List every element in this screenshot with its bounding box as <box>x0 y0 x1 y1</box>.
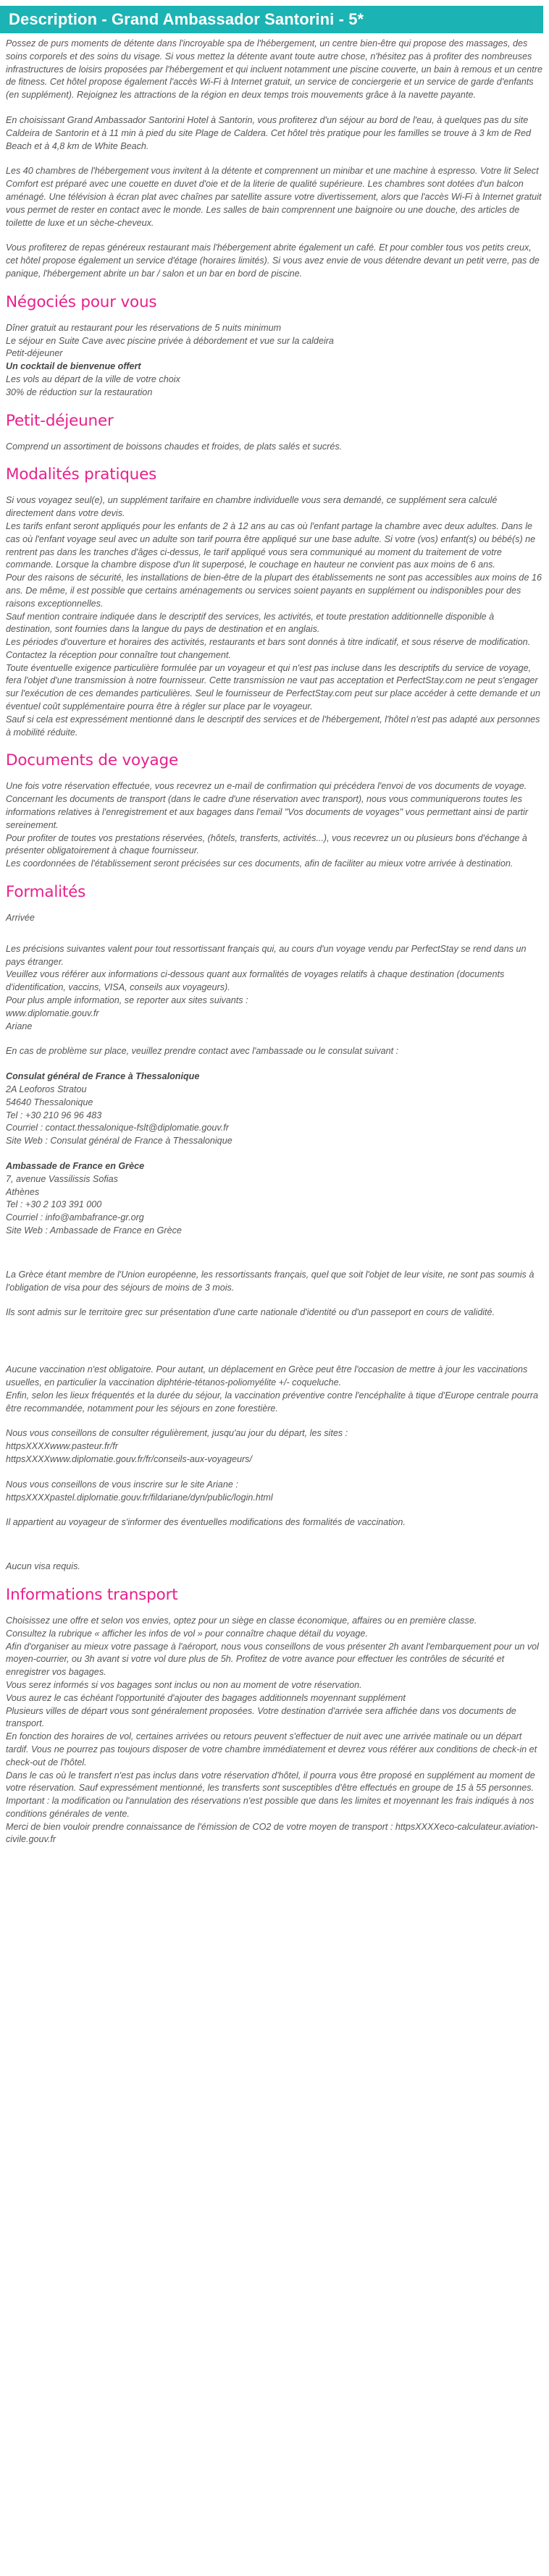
ariane-intro: Nous vous conseillons de vous inscrire sur le site Ariane : <box>6 1479 238 1490</box>
visa-text: Aucun visa requis. <box>6 1561 80 1572</box>
informer-text: Il appartient au voyageur de s'informer des éventuelles modifications des formalités de vaccination. <box>6 1517 406 1528</box>
ambassade-line: Athènes <box>6 1186 40 1197</box>
petit-dejeuner-section <box>6 412 543 454</box>
description-paragraph: Les 40 chambres de l'hébergement vous invitent à la détente et comprennent un minibar et une machine à espresso. Votre lit Select Comfort est préparé avec une couette en duvet d'oie et de la literie de qualité supérieure. Les chambres sont dotées d'un balcon aménagé. Une télévision à écran plat avec chaînes par satellite assure votre divertissement, alors que l'accès Wi-Fi à Internet gratuit vous permet de rester en contact avec le monde. Les salles de bain comprennent une baignoire ou une douche, des articles de toilette de luxe et un sèche-cheveux. <box>6 166 542 228</box>
description-section <box>6 38 543 281</box>
negocies-item: Dîner gratuit au restaurant pour les réservations de 5 nuits minimum <box>6 322 282 333</box>
transport-paragraph: Vous aurez le cas échéant l'opportunité d'ajouter des bagages additionnels moyennant supplément <box>6 1692 406 1703</box>
description-paragraph: Possez de purs moments de détente dans l'incroyable spa de l'hébergement, un centre bien-être qui propose des massages, des soins corporels et des soins du visage. Si vous mettez la détente avant toute autre chose, n'hésitez pas à profiter des nombreuses infrastructures de loisirs proposées par l'hébergement et qui incluent notamment une piscine couverte, un bain à remous et un centre de fitness. Cet hôtel propose également l'accès Wi-Fi à Internet gratuit, un service de conciergerie et un service de garde d'enfants (en supplément). Rejoignez les attractions de la région en deux temps trois mouvements grâce à la navette payante. <box>6 38 542 101</box>
page-title: Description - Grand Ambassador Santorini - 5* <box>0 6 543 33</box>
ambassade-name: Ambassade de France en Grèce <box>6 1161 145 1171</box>
co2-calculator-link[interactable]: Merci de bien vouloir prendre connaissance de l'émission de CO2 de votre moyen de transport : httpsXXXXeco-calculateur.aviation-civile.gouv.fr <box>6 1821 538 1845</box>
modalites-paragraph: Les tarifs enfant seront appliqués pour les enfants de 2 à 12 ans au cas où l'enfant partage la chambre avec deux adultes. Dans le cas où l'enfant voyage seul avec un adulte son tarif pourra être appliqué sur une base adulte. Si votre (vos) enfant(s) ou bébé(s) ne rentrent pas dans les tranches d'âges ci-dessus, le tarif appliqué vous sera communiqué au moment du traitement de votre commande. Lorsque la chambre dispose d'un lit superposé, le couchage en hauteur ne convient pas aux moins de 6 ans. <box>6 520 536 570</box>
negocies-section <box>6 293 543 400</box>
page <box>0 6 549 1846</box>
consulat-line: 54640 Thessalonique <box>6 1097 93 1107</box>
modalites-heading: Modalités pratiques <box>6 465 157 484</box>
description-paragraph: Vous profiterez de repas généreux restaurant mais l'hébergement abrite également un café. Et pour combler tous vos petits creux, cet hôtel propose également un service d'étage (horaires limités). Si vous avez envie de vous détendre devant un petit verre, pas de panique, l'hébergement abrite un bar / salon et un bar en bord de piscine. <box>6 242 540 279</box>
vaccin-paragraph: Aucune vaccination n'est obligatoire. Pour autant, un déplacement en Grèce peut être l'occasion de mettre à jour les vaccinations usuelles, en particulier la vaccination diphtérie-tétanos-poliomyélite +/- coqueluche. <box>6 1364 528 1388</box>
ariane-url[interactable]: httpsXXXXpastel.diplomatie.gouv.fr/fildariane/dyn/public/login.html <box>6 1492 273 1503</box>
transport-section <box>6 1586 543 1846</box>
modalites-section <box>6 465 543 739</box>
modalites-paragraph: Sauf si cela est expressément mentionné dans le descriptif des services et de l'hébergement, l'hôtel n'est pas adapté aux personnes à mobilité réduite. <box>6 714 540 738</box>
ue-paragraph: La Grèce étant membre de l'Union européenne, les ressortissants français, quel que soit l'objet de leur visite, ne sont pas soumis à l'obligation de visa pour des séjours de moins de 3 mois. <box>6 1269 535 1293</box>
modalites-paragraph: Pour des raisons de sécurité, les installations de bien-être de la plupart des établissements ne sont pas accessibles aux moins de 16 ans. De même, il est possible que certains aménagements ou services soient payants en supplément ou indisponibles pour des raisons exceptionnelles. <box>6 573 542 609</box>
modalites-paragraph: Les périodes d'ouverture et horaires des activités, restaurants et bars sont donnés à titre indicatif, et sous réserve de modification. Contactez la réception pour connaître tout changement. <box>6 637 531 660</box>
ariane-link[interactable]: Ariane <box>6 1021 33 1031</box>
negocies-heading: Négociés pour vous <box>6 292 157 311</box>
pasteur-link[interactable]: httpsXXXXwww.pasteur.fr/fr <box>6 1441 118 1452</box>
transport-paragraph: Vous serez informés si vos bagages sont inclus ou non au moment de votre réservation. <box>6 1679 362 1690</box>
modalites-paragraph: Sauf mention contraire indiquée dans le descriptif des services, les activités, et toute prestation additionnelle disponible à destination, sont fournies dans la langue du pays de destination et en anglais. <box>6 611 495 635</box>
formalites-intro: Pour plus ample information, se reporter aux sites suivants : <box>6 995 248 1006</box>
transport-paragraph: Consultez la rubrique « afficher les infos de vol » pour connaître chaque détail du voyage. <box>6 1628 368 1639</box>
contact-intro: En cas de problème sur place, veuillez prendre contact avec l'ambassade ou le consulat suivant : <box>6 1046 399 1057</box>
documents-paragraph: Concernant les documents de transport (dans le cadre d'une réservation avec transport), nous vous communiquerons toutes les informations relatives à l'enregistrement et aux bagages dans l'email "Vos documents de voyages" vous permettant ainsi de partir sereinement. <box>6 794 529 830</box>
documents-paragraph: Une fois votre réservation effectuée, vous recevrez un e-mail de confirmation qui précédera l'envoi de vos documents de voyage. <box>6 781 527 792</box>
documents-section <box>6 751 543 871</box>
negocies-item: Le séjour en Suite Cave avec piscine privée à débordement et vue sur la caldeira <box>6 335 334 346</box>
negocies-item: Petit-déjeuner <box>6 348 63 359</box>
sites-intro: Nous vous conseillons de consulter régulièrement, jusqu'au jour du départ, les sites : <box>6 1428 348 1439</box>
formalites-intro: Les précisions suivantes valent pour tout ressortissant français qui, au cours d'un voyage vendu par PerfectStay se rend dans un pays étranger. <box>6 943 527 967</box>
description-paragraph: En choisissant Grand Ambassador Santorini Hotel à Santorin, vous profiterez d'un séjour au bord de l'eau, à quelques pas du site Caldeira de Santorin et à 11 min à pied du site Plage de Caldera. Cet hôtel très pratique pour les familles se trouve à 3 km de Red Beach et à 4,8 km de White Beach. <box>6 114 532 151</box>
documents-heading: Documents de voyage <box>6 751 178 770</box>
arrivee-label: Arrivée <box>6 913 35 924</box>
conseils-link[interactable]: httpsXXXXwww.diplomatie.gouv.fr/fr/conseils-aux-voyageurs/ <box>6 1453 252 1464</box>
negocies-item: Un cocktail de bienvenue offert <box>6 361 141 372</box>
modalites-paragraph: Si vous voyagez seul(e), un supplément tarifaire en chambre individuelle vous sera demandé, ce supplément sera calculé directement dans votre devis. <box>6 495 498 519</box>
transport-paragraph: Dans le cas où le transfert n'est pas inclus dans votre réservation d'hôtel, il pourra vous être proposé en supplément au moment de votre réservation. Sauf expressément mentionné, les transferts sont susceptibles d'être effectués en groupe de 15 à 55 personnes. <box>6 1770 535 1794</box>
negocies-item: Les vols au départ de la ville de votre choix <box>6 373 180 384</box>
formalites-intro: Veuillez vous référer aux informations ci-dessous quant aux formalités de voyages relatifs à chaque destination (documents d'identification, vaccins, VISA, conseils aux voyageurs). <box>6 969 505 993</box>
formalites-section <box>6 883 543 1574</box>
consulat-line: Tel : +30 210 96 96 483 <box>6 1110 102 1120</box>
consulat-website[interactable]: Site Web : Consulat général de France à Thessalonique <box>6 1136 232 1146</box>
vaccin-paragraph: Enfin, selon les lieux fréquentés et la durée du séjour, la vaccination préventive contre l'encéphalite à tique d'Europe centrale pourra être recommandée, notamment pour les séjours en zone forestière. <box>6 1390 539 1414</box>
transport-paragraph: Afin d'organiser au mieux votre passage à l'aéroport, nous vous conseillons de vous présenter 2h avant l'embarquement pour un vol moyen-courrier, ou 3h avant si votre vol dure plus de 5h. Profitez de votre avance pour effectuer les contrôles de sécurité et enregistrer vos bagages. <box>6 1641 539 1678</box>
transport-paragraph: En fonction des horaires de vol, certaines arrivées ou retours peuvent s'effectuer de nuit avec une arrivée matinale ou un départ tardif. Vous ne pourrez pas toujours disposer de votre chambre immédiatement et devrez vous référer aux conditions de check-in et check-out de l'hôtel. <box>6 1731 537 1768</box>
content <box>0 38 543 1846</box>
formalites-heading: Formalités <box>6 883 86 902</box>
transport-paragraph: Important : la modification ou l'annulation des réservations n'est possible que dans les limites et moyennant les frais indiqués à nos conditions générales de vente. <box>6 1796 535 1819</box>
ambassade-website[interactable]: Site Web : Ambassade de France en Grèce <box>6 1225 182 1236</box>
ambassade-line: 7, avenue Vassilissis Sofias <box>6 1173 118 1184</box>
documents-paragraph: Les coordonnées de l'établissement seront précisées sur ces documents, afin de faciliter au mieux votre arrivée à destination. <box>6 858 514 869</box>
negocies-item: 30% de réduction sur la restauration <box>6 387 153 397</box>
ambassade-email[interactable]: Courriel : info@ambafrance-gr.org <box>6 1212 144 1223</box>
diplomatie-link[interactable]: www.diplomatie.gouv.fr <box>6 1008 99 1018</box>
consulat-email[interactable]: Courriel : contact.thessalonique-fslt@diplomatie.gouv.fr <box>6 1123 229 1133</box>
modalites-paragraph: Toute éventuelle exigence particulière formulée par un voyageur et qui n'est pas incluse dans les descriptifs du service de voyage, fera l'objet d'une transmission à notre fournisseur. Cette transmission ne vaut pas acceptation et PerfectStay.com ne peut s'engager sur l'exécution de ces demandes particulières. Seul le fournisseur de PerfectStay.com peut sur place accéder à cette demande et un éventuel coût supplémentaire pourra être à régler sur place par le voyageur. <box>6 662 540 712</box>
transport-paragraph: Choisissez une offre et selon vos envies, optez pour un siège en classe économique, affaires ou en première classe. <box>6 1615 477 1626</box>
documents-paragraph: Pour profiter de toutes vos prestations réservées, (hôtels, transferts, activités...), vous recevrez un ou plusieurs bons d'échange à présenter obligatoirement à chaque fournisseur. <box>6 832 527 856</box>
consulat-line: 2A Leoforos Stratou <box>6 1084 87 1095</box>
petit-dejeuner-text: Comprend un assortiment de boissons chaudes et froides, de plats salés et sucrés. <box>6 441 343 452</box>
ue-paragraph: Ils sont admis sur le territoire grec sur présentation d'une carte nationale d'identité ou d'un passeport en cours de validité. <box>6 1307 495 1318</box>
ambassade-line: Tel : +30 2 103 391 000 <box>6 1199 102 1210</box>
transport-heading: Informations transport <box>6 1585 178 1604</box>
consulat-name: Consulat général de France à Thessalonique <box>6 1071 200 1082</box>
petit-dejeuner-heading: Petit-déjeuner <box>6 411 114 430</box>
transport-paragraph: Plusieurs villes de départ vous sont généralement proposées. Votre destination d'arrivée sera affichée dans vos documents de transport. <box>6 1705 516 1729</box>
